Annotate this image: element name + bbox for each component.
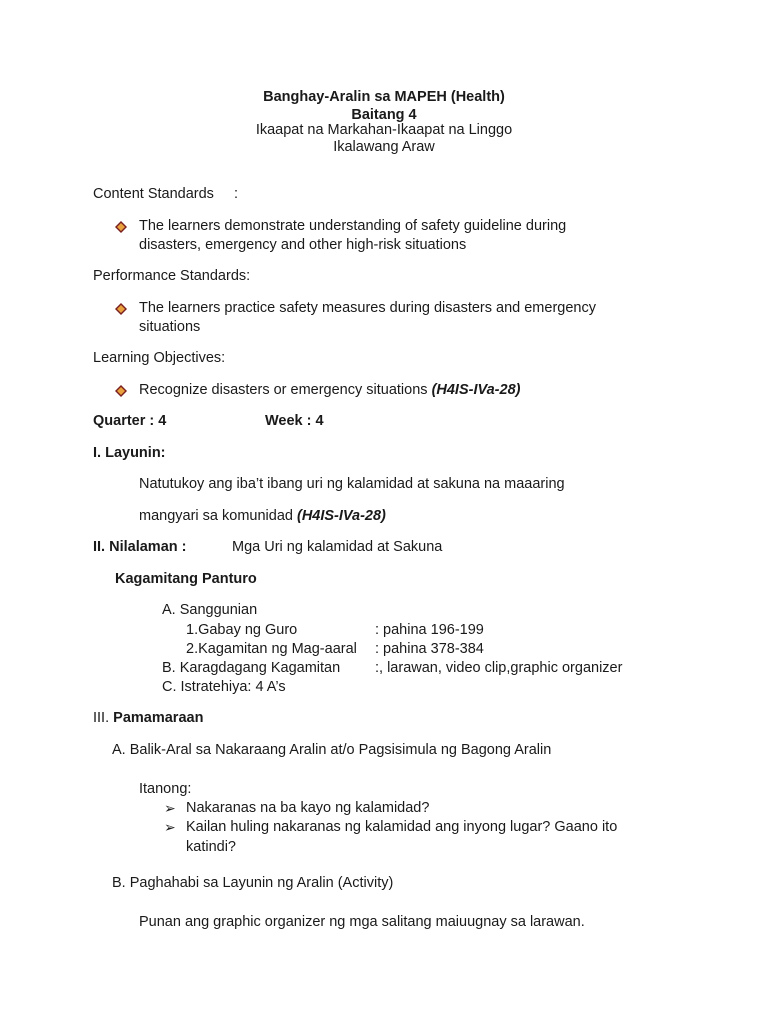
quarter-label: Quarter : 4 xyxy=(93,413,167,429)
content-standards-colon: : xyxy=(234,186,239,202)
nilalaman-value: Mga Uri ng kalamidad at Sakuna xyxy=(232,539,443,555)
gabay-value: : pahina 196-199 xyxy=(375,622,484,638)
layunin-code: (H4IS-IVa-28) xyxy=(296,508,386,524)
arrow-bullet-icon: ➢ xyxy=(164,800,176,816)
learning-objectives-text xyxy=(139,381,520,400)
paghahabi-text: Punan ang graphic organizer ng mga salitang maiuugnay sa larawan. xyxy=(139,914,585,930)
pamamaraan-title: Pamamaraan xyxy=(113,710,204,726)
objective-text: Recognize disasters or emergency situations xyxy=(139,382,432,398)
kagamitan-mag-aaral-value: : pahina 378-384 xyxy=(375,641,484,657)
content-standards-text-2: disasters, emergency and other high-risk situations xyxy=(139,237,467,253)
diamond-bullet-icon xyxy=(115,385,127,397)
arrow-bullet-icon: ➢ xyxy=(164,819,176,835)
question-1: Nakaranas na ba kayo ng kalamidad? xyxy=(186,800,430,816)
objective-code: (H4IS-IVa-28) xyxy=(431,382,521,398)
karagdagang-label: B. Karagdagang Kagamitan xyxy=(162,660,341,676)
layunin-text-1: Natutukoy ang iba’t ibang uri ng kalamidad at sakuna na maaaring xyxy=(139,476,565,492)
question-2-line-2: katindi? xyxy=(186,839,236,855)
layunin-text-2 xyxy=(139,507,386,526)
learning-objectives-label: Learning Objectives: xyxy=(93,350,226,366)
document-title: Banghay-Aralin sa MAPEH (Health) xyxy=(263,89,505,105)
content-standards-text-1: The learners demonstrate understanding of safety guideline during xyxy=(139,218,567,234)
kagamitan-mag-aaral-label: 2.Kagamitan ng Mag-aaral xyxy=(186,641,357,657)
diamond-bullet-icon xyxy=(115,221,127,233)
balik-aral-label: A. Balik-Aral sa Nakaraang Aralin at/o Pagsisimula ng Bagong Aralin xyxy=(112,742,552,758)
day-line: Ikalawang Araw xyxy=(333,139,435,155)
week-label: Week : 4 xyxy=(265,413,324,429)
diamond-bullet-icon xyxy=(115,303,127,315)
content-standards-label: Content Standards xyxy=(93,186,214,202)
grade-level: Baitang 4 xyxy=(351,107,417,123)
sanggunian-label: A. Sanggunian xyxy=(162,602,258,618)
question-2-line-1: Kailan huling nakaranas ng kalamidad ang inyong lugar? Gaano ito xyxy=(186,819,618,835)
layunin-heading: I. Layunin: xyxy=(93,445,166,461)
karagdagang-value: :, larawan, video clip,graphic organizer xyxy=(375,660,623,676)
gabay-label: 1.Gabay ng Guro xyxy=(186,622,298,638)
quarter-week-line: Ikaapat na Markahan-Ikaapat na Linggo xyxy=(255,122,513,138)
performance-standards-label: Performance Standards: xyxy=(93,268,251,284)
performance-standards-text-2: situations xyxy=(139,319,201,335)
performance-standards-text-1: The learners practice safety measures during disasters and emergency xyxy=(139,300,596,316)
istratehiya-label: C. Istratehiya: 4 A’s xyxy=(162,679,286,695)
layunin-text-2-main: mangyari sa komunidad xyxy=(139,508,297,524)
paghahabi-label: B. Paghahabi sa Layunin ng Aralin (Activity) xyxy=(112,875,394,891)
nilalaman-heading: II. Nilalaman : xyxy=(93,539,187,555)
pamamaraan-heading xyxy=(93,709,203,728)
kagamitan-heading: Kagamitang Panturo xyxy=(115,571,257,587)
itanong-label: Itanong: xyxy=(139,781,192,797)
pamamaraan-prefix: III. xyxy=(93,710,114,726)
